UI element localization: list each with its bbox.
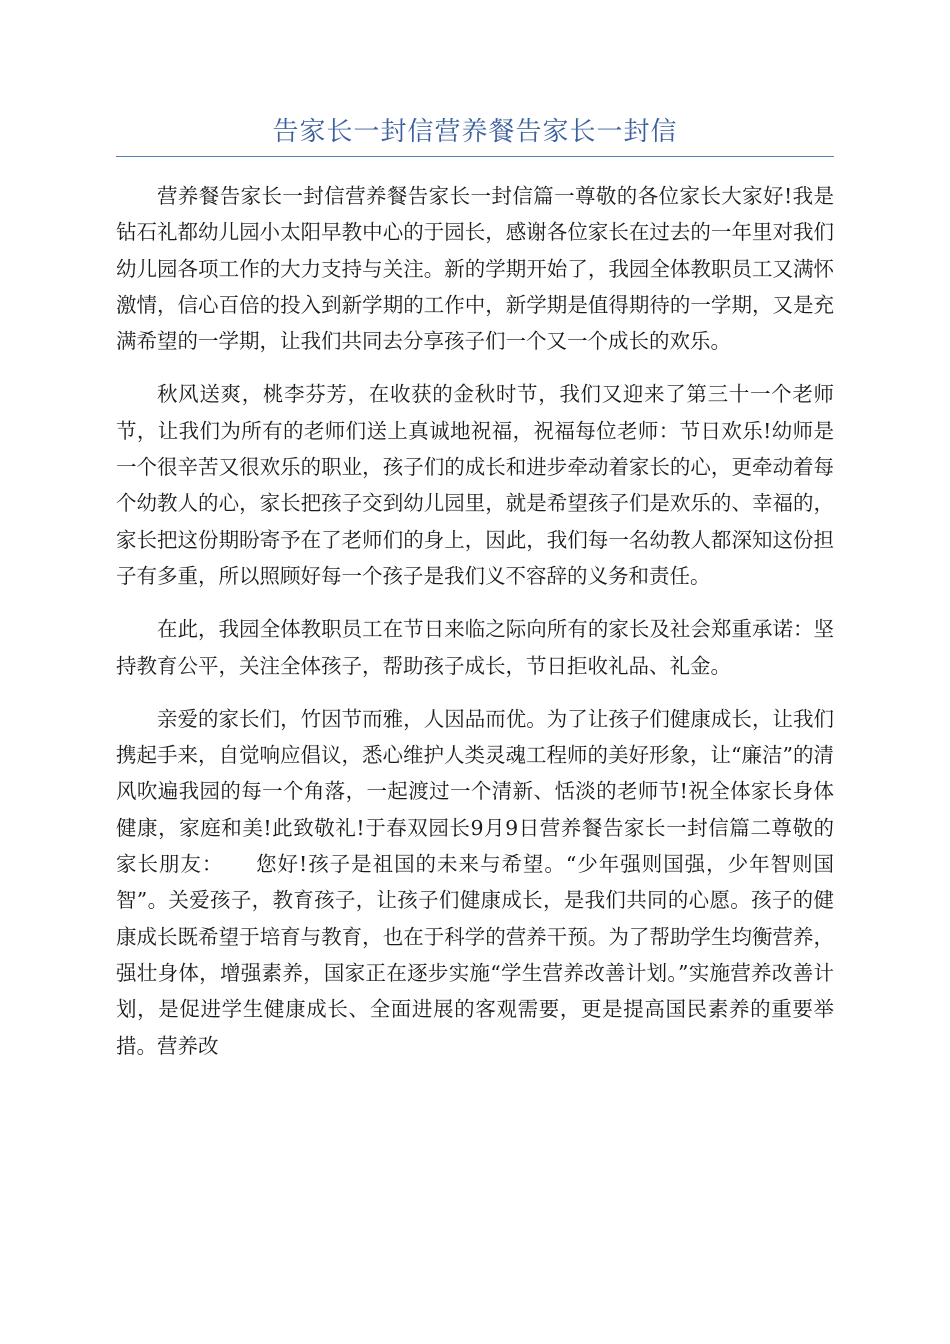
paragraph-4: 亲爱的家长们，竹因节而雅，人因品而优。为了让孩子们健康成长，让我们携起手来，自觉响应倡议，悉心维护人类灵魂工程师的美好形象，让“廉洁”的清风吹遍我园的每一个角落，一起渡过一个清新、恬淡的老师节!祝全体家长身体健康，家庭和美!此致敬礼!于春双园长9月9日营养餐告家长一封信篇二尊敬的家长朋友： 您好!孩子是祖国的未来与希望。“少年强则国强，少年智则国智”。关爱孩子，教育孩子，让孩子们健康成长，是我们共同的心愿。孩子的健康成长既希望于培育与教育，也在于科学的营养干预。为了帮助学生均衡营养，强壮身体，增强素养，国家正在逐步实施“学生营养改善计划。”实施营养改善计划，是促进学生健康成长、全面进展的客观需要，更是提高国民素养的重要举措。营养改 — [116, 706, 834, 1058]
document-body — [116, 178, 834, 1081]
title-block — [116, 108, 834, 157]
paragraph-2: 秋风送爽，桃李芬芳，在收获的金秋时节，我们又迎来了第三十一个老师节，让我们为所有的老师们送上真诚地祝福，祝福每位老师：节日欢乐!幼师是一个很辛苦又很欢乐的职业，孩子们的成长和进步牵动着家长的心，更牵动着每个幼教人的心，家长把孩子交到幼儿园里，就是希望孩子们是欢乐的、幸福的，家长把这份期盼寄予在了老师们的身上，因此，我们每一名幼教人都深知这份担子有多重，所以照顾好每一个孩子是我们义不容辞的义务和责任。 — [116, 382, 834, 588]
document-title: 告家长一封信营养餐告家长一封信 — [272, 117, 678, 147]
paragraph-1: 营养餐告家长一封信营养餐告家长一封信篇一尊敬的各位家长大家好!我是钻石礼都幼儿园小太阳早教中心的于园长，感谢各位家长在过去的一年里对我们幼儿园各项工作的大力支持与关注。新的学期开始了，我园全体教职员工又满怀激情，信心百倍的投入到新学期的工作中，新学期是值得期待的一学期，又是充满希望的一学期，让我们共同去分享孩子们一个又一个成长的欢乐。 — [116, 184, 834, 354]
paragraph-3: 在此，我园全体教职员工在节日来临之际向所有的家长及社会郑重承诺：坚持教育公平，关注全体孩子，帮助孩子成长，节日拒收礼品、礼金。 — [116, 617, 834, 678]
